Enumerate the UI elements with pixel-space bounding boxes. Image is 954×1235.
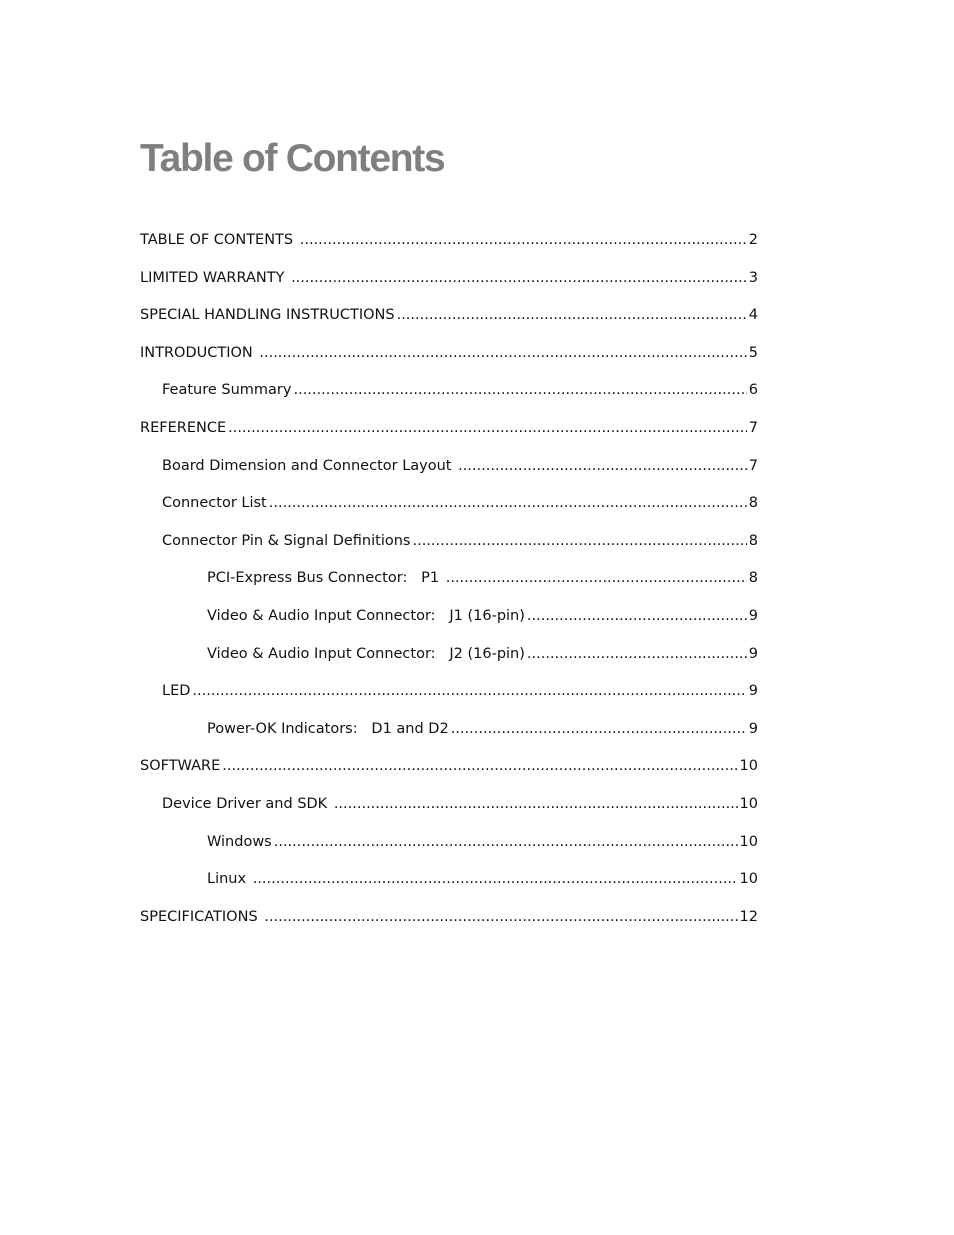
- toc-entry-page-number: 3: [748, 269, 758, 286]
- dot-leader: [291, 266, 747, 290]
- toc-entry-title: SOFTWARE: [140, 758, 221, 775]
- toc-entry-page-number: 8: [748, 570, 758, 587]
- toc-entry-page-number: 9: [748, 607, 758, 624]
- toc-entry[interactable]: [140, 604, 758, 642]
- dot-leader: [451, 717, 747, 741]
- dot-leader: [412, 529, 746, 553]
- dot-leader: [446, 566, 747, 590]
- toc-entry-page-number: 5: [748, 344, 758, 361]
- toc-entry-page-number: 10: [739, 833, 758, 850]
- dot-leader: [222, 754, 737, 778]
- dot-leader: [192, 679, 746, 703]
- toc-entry[interactable]: [140, 303, 758, 341]
- toc-entry-title: Feature Summary: [162, 382, 292, 399]
- toc-entry-page-number: 10: [739, 795, 758, 812]
- dot-leader: [253, 867, 738, 891]
- toc-entry-title: LIMITED WARRANTY: [140, 269, 290, 286]
- toc-entry[interactable]: [140, 792, 758, 830]
- toc-entry-page-number: 12: [739, 908, 758, 925]
- toc-entry[interactable]: [140, 717, 758, 755]
- dot-leader: [264, 905, 737, 929]
- toc-entry-title: Board Dimension and Connector Layout: [162, 457, 457, 474]
- toc-entry[interactable]: [140, 454, 758, 492]
- toc-entry-title: LED: [162, 683, 191, 700]
- toc-entry[interactable]: [140, 529, 758, 567]
- toc-entry-page-number: 7: [748, 457, 758, 474]
- dot-leader: [397, 303, 747, 327]
- toc-entry-page-number: 8: [748, 495, 758, 512]
- toc-entry[interactable]: [140, 754, 758, 792]
- dot-leader: [458, 454, 747, 478]
- toc-entry-page-number: 9: [748, 645, 758, 662]
- toc-entry-title: PCI-Express Bus Connector: P1: [207, 570, 444, 587]
- toc-entry-title: Power-OK Indicators: D1 and D2: [207, 720, 449, 737]
- toc-entry-page-number: 9: [748, 720, 758, 737]
- dot-leader: [228, 416, 747, 440]
- toc-entry-title: SPECIFICATIONS: [140, 908, 263, 925]
- toc-entry-page-number: 10: [739, 871, 758, 888]
- toc-entry[interactable]: [140, 642, 758, 680]
- toc-entry[interactable]: [140, 679, 758, 717]
- toc-entry-title: TABLE OF CONTENTS: [140, 232, 298, 248]
- toc-entry[interactable]: [140, 378, 758, 416]
- dot-leader: [269, 491, 747, 515]
- toc-entry-title: REFERENCE: [140, 419, 227, 436]
- dot-leader: [300, 228, 747, 252]
- table-of-contents: [140, 228, 758, 942]
- toc-entry-title: INTRODUCTION: [140, 344, 258, 361]
- toc-entry-title: SPECIAL HANDLING INSTRUCTIONS: [140, 307, 395, 324]
- toc-entry[interactable]: [140, 266, 758, 304]
- toc-entry-page-number: 2: [748, 232, 758, 248]
- dot-leader: [334, 792, 738, 816]
- toc-entry-title: Video & Audio Input Connector: J1 (16-pin): [207, 607, 525, 624]
- toc-entry[interactable]: [140, 566, 758, 604]
- dot-leader: [274, 830, 738, 854]
- toc-entry[interactable]: [140, 867, 758, 905]
- toc-entry[interactable]: [140, 416, 758, 454]
- toc-entry-page-number: 9: [748, 683, 758, 700]
- toc-entry[interactable]: [140, 228, 758, 266]
- toc-entry-title: Connector List: [162, 495, 267, 512]
- page-title: Table of Contents: [140, 137, 445, 180]
- toc-entry-page-number: 4: [748, 307, 758, 324]
- toc-entry-title: Video & Audio Input Connector: J2 (16-pin): [207, 645, 525, 662]
- toc-entry-page-number: 8: [748, 532, 758, 549]
- dot-leader: [527, 604, 747, 628]
- toc-entry[interactable]: [140, 830, 758, 868]
- dot-leader: [527, 642, 747, 666]
- toc-entry-title: Windows: [207, 833, 272, 850]
- toc-entry[interactable]: [140, 341, 758, 379]
- toc-entry-title: Connector Pin & Signal Definitions: [162, 532, 411, 549]
- dot-leader: [259, 341, 746, 365]
- toc-entry-title: Linux: [207, 871, 251, 888]
- toc-entry[interactable]: [140, 491, 758, 529]
- toc-entry-page-number: 10: [739, 758, 758, 775]
- dot-leader: [293, 378, 746, 402]
- toc-entry-title: Device Driver and SDK: [162, 795, 332, 812]
- toc-entry[interactable]: [140, 905, 758, 943]
- toc-entry-page-number: 6: [748, 382, 758, 399]
- toc-entry-page-number: 7: [748, 419, 758, 436]
